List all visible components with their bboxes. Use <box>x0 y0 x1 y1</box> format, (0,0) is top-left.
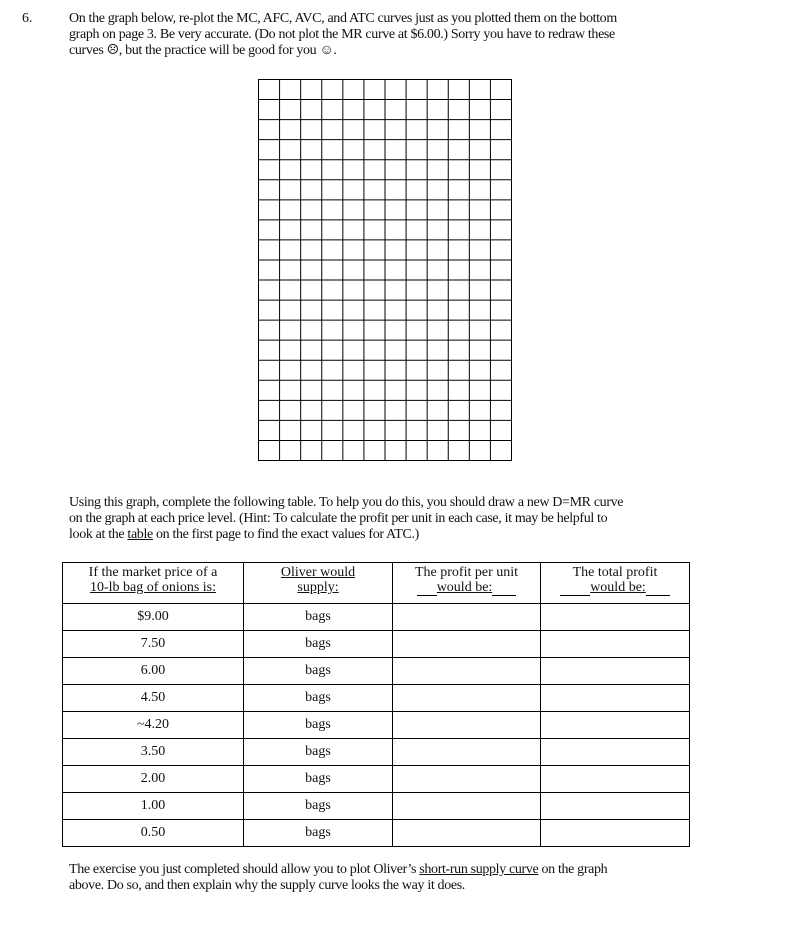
supply-cell[interactable] <box>244 766 393 793</box>
profit-per-unit-cell[interactable] <box>393 685 541 712</box>
price-cell: 1.00 <box>63 793 244 820</box>
header-profit-unit-line-1: The profit per unit <box>414 565 519 580</box>
sad-face-icon: ☹ <box>106 43 119 58</box>
price-cell: ~4.20 <box>63 712 244 739</box>
table-row <box>63 685 690 712</box>
price-cell: 3.50 <box>63 739 244 766</box>
header-total-line-1: The total profit <box>572 565 658 580</box>
price-cell: 6.00 <box>63 658 244 685</box>
table-row <box>63 820 690 847</box>
supply-cell[interactable] <box>244 658 393 685</box>
instructions-line-3-a: look at the <box>69 527 128 542</box>
bags-label: bags <box>305 636 331 651</box>
profit-per-unit-cell[interactable] <box>393 793 541 820</box>
profit-per-unit-cell[interactable] <box>393 658 541 685</box>
question-intro <box>69 11 617 59</box>
table-instructions <box>69 495 623 543</box>
profit-per-unit-cell[interactable] <box>393 820 541 847</box>
bags-label: bags <box>305 663 331 678</box>
closing-line-1-a: The exercise you just completed should allow you to plot Oliver’s <box>69 862 420 877</box>
supply-cell[interactable] <box>244 739 393 766</box>
table-row <box>63 739 690 766</box>
bags-label: bags <box>305 717 331 732</box>
table-row <box>63 658 690 685</box>
total-profit-cell[interactable] <box>541 658 690 685</box>
header-price <box>63 563 244 604</box>
profit-per-unit-cell[interactable] <box>393 712 541 739</box>
instructions-line-2: on the graph at each price level. (Hint: To calculate the profit per unit in each case, it may be helpful to <box>69 511 608 526</box>
supply-cell[interactable] <box>244 685 393 712</box>
bags-label: bags <box>305 744 331 759</box>
total-profit-cell[interactable] <box>541 766 690 793</box>
header-price-line-2: 10-lb bag of onions is: <box>90 580 216 595</box>
intro-line-3-c: . <box>333 43 337 58</box>
instructions-line-3-b: on the first page to find the exact values for ATC.) <box>152 527 419 542</box>
table-reference: table <box>127 527 153 542</box>
instructions-line-3 <box>69 527 623 543</box>
header-profit-unit-line-2-text: would be: <box>436 580 493 595</box>
header-supply-line-1: Oliver would <box>280 565 356 580</box>
closing-line-2: above. Do so, and then explain why the supply curve looks the way it does. <box>69 878 465 893</box>
intro-line-3-b: , but the practice will be good for you <box>118 43 317 58</box>
table-row <box>63 604 690 631</box>
total-profit-cell[interactable] <box>541 712 690 739</box>
supply-cell[interactable] <box>244 793 393 820</box>
bags-label: bags <box>305 825 331 840</box>
header-supply-line-2: supply: <box>297 580 339 595</box>
profit-per-unit-cell[interactable] <box>393 739 541 766</box>
header-total-profit <box>541 563 690 604</box>
bags-label: bags <box>305 771 331 786</box>
closing-question <box>69 862 607 894</box>
header-total-line-2 <box>541 580 689 596</box>
header-total-line-2-text: would be: <box>590 580 646 595</box>
total-profit-cell[interactable] <box>541 604 690 631</box>
closing-line-1 <box>69 862 607 878</box>
intro-line-3-a: curves <box>69 43 104 58</box>
price-cell: 4.50 <box>63 685 244 712</box>
question-number: 6. <box>22 11 33 26</box>
bags-label: bags <box>305 690 331 705</box>
total-profit-cell[interactable] <box>541 685 690 712</box>
supply-cell[interactable] <box>244 604 393 631</box>
smile-face-icon: ☺ <box>319 43 334 58</box>
supply-cell[interactable] <box>244 631 393 658</box>
table-row <box>63 793 690 820</box>
blank-graph-grid <box>258 79 512 461</box>
profit-per-unit-cell[interactable] <box>393 766 541 793</box>
bags-label: bags <box>305 798 331 813</box>
price-cell: 2.00 <box>63 766 244 793</box>
total-profit-cell[interactable] <box>541 820 690 847</box>
price-cell: $9.00 <box>63 604 244 631</box>
total-profit-cell[interactable] <box>541 739 690 766</box>
table-row <box>63 631 690 658</box>
bags-label: bags <box>305 609 331 624</box>
price-cell: 0.50 <box>63 820 244 847</box>
intro-line-2: graph on page 3. Be very accurate. (Do not plot the MR curve at $6.00.) Sorry you have to redraw these <box>69 27 615 42</box>
closing-line-1-b: on the graph <box>538 862 608 877</box>
short-run-supply-curve-term: short-run supply curve <box>419 862 539 877</box>
profit-per-unit-cell[interactable] <box>393 631 541 658</box>
supply-cell[interactable] <box>244 820 393 847</box>
total-profit-cell[interactable] <box>541 631 690 658</box>
header-price-line-1: If the market price of a <box>88 565 218 580</box>
price-cell: 7.50 <box>63 631 244 658</box>
header-profit-per-unit <box>393 563 541 604</box>
table-row <box>63 712 690 739</box>
intro-line-1: On the graph below, re-plot the MC, AFC, AVC, and ATC curves just as you plotted them on the bottom <box>69 11 617 26</box>
table-header-row <box>63 563 690 604</box>
table-row <box>63 766 690 793</box>
header-supply <box>244 563 393 604</box>
supply-cell[interactable] <box>244 712 393 739</box>
profit-table <box>62 562 690 847</box>
header-profit-unit-line-2 <box>393 580 540 596</box>
total-profit-cell[interactable] <box>541 793 690 820</box>
profit-per-unit-cell[interactable] <box>393 604 541 631</box>
instructions-line-1: Using this graph, complete the following table. To help you do this, you should draw a new D=MR curve <box>69 495 624 510</box>
intro-line-3 <box>69 43 617 59</box>
